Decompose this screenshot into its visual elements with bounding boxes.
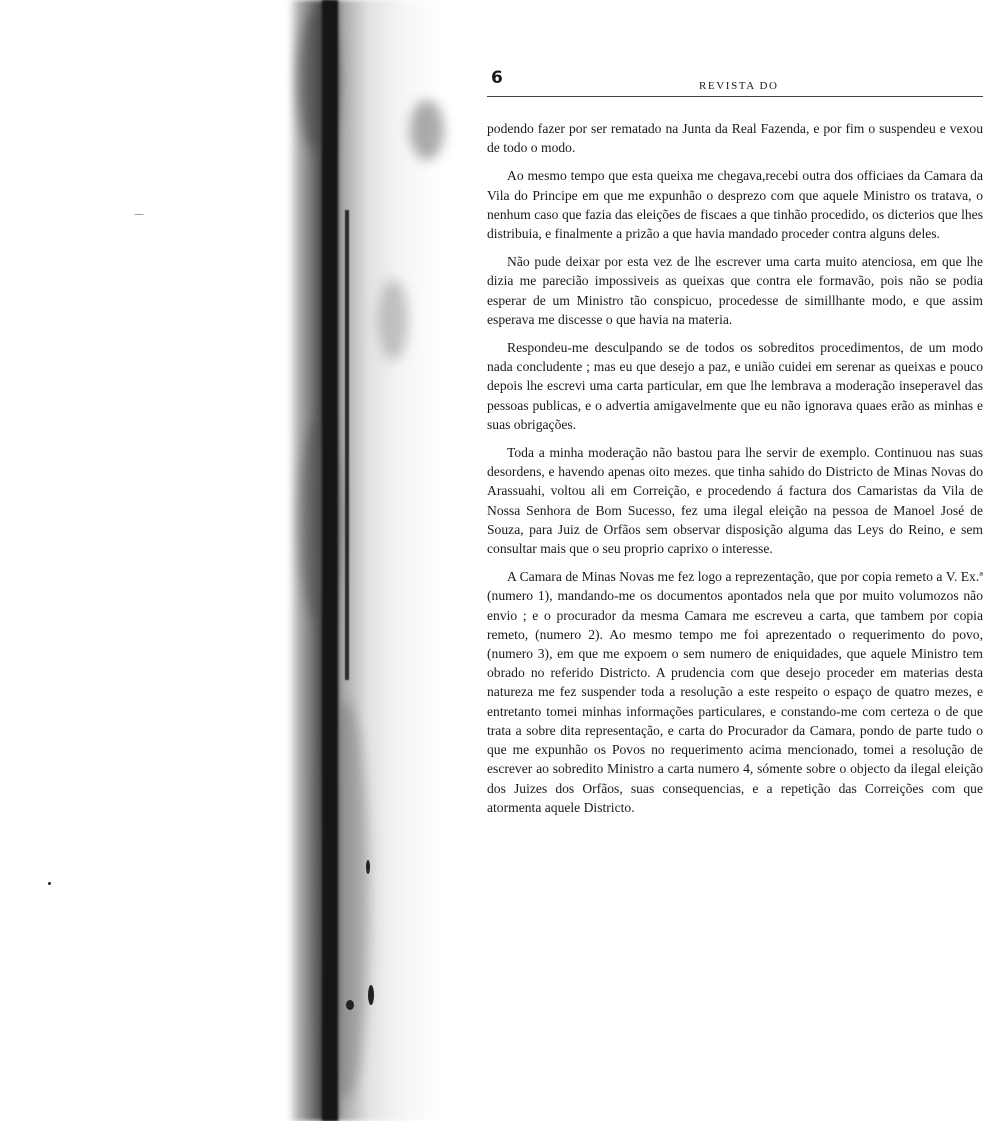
scan-binding-gutter <box>0 0 470 1121</box>
gutter-speck <box>368 985 374 1005</box>
paragraph: Respondeu-me desculpando se de todos os sobreditos procedimentos, de um modo nada concludente ; mas eu que desejo a paz, e união cuidei em serenar as queixas e pouco depois lhe escrevi uma carta particular, em que lhe lembrava a moderação inseperavel das pessoas publicas, e o advertia amigavelmente que eu não ignorava quaes erão as minhas e suas obrigações. <box>487 340 983 432</box>
paragraph: Toda a minha moderação não bastou para lhe servir de exemplo. Continuou nas suas desordens, e havendo apenas oito mezes. que tinha sahido do Districto de Minas Novas do Arassuahi, voltou ali em Correição, e procedendo á factura dos Camaristas da Vila de Nossa Senhora de Bom Sucesso, fez uma ilegal eleição na pessoa de Manoel José de Souza, para Juiz de Orfãos sem observar disposição alguma das Leys do Reino, e sem consultar mais que o seu proprio caprixo o interesse. <box>487 445 983 557</box>
gutter-speck <box>134 214 144 215</box>
gutter-inner-line <box>345 210 349 680</box>
running-head: REVISTA DO <box>699 80 779 92</box>
gutter-speck <box>346 1000 354 1010</box>
gutter-dark-line <box>322 0 338 1121</box>
page-header <box>487 68 983 97</box>
gutter-speck <box>366 860 370 874</box>
paragraph: Ao mesmo tempo que esta queixa me chegava,recebi outra dos officiaes da Camara da Vila do Principe em que me expunhão o desprezo com que aquele Ministro os tratava, o nenhum caso que fazia das eleições de fiscaes a que tinhão procedido, os dicterios que lhes distribuia, e finalmente a prizão a que havia mandado proceder contra alguns deles. <box>487 168 983 242</box>
page-number: 6 <box>491 68 505 88</box>
document-page <box>487 68 983 826</box>
paragraph: A Camara de Minas Novas me fez logo a reprezentação, que por copia remeto a V. Ex.ª (numero 1), mandando-me os documentos apontados nela que por muito volumozos não envio ; e o procurador da mesma Camara me escreveu a carta, que tambem por copia remeto, (numero 2). Ao mesmo tempo me foi aprezentado o requerimento do povo, (numero 3), em que me expoem o sem numero de eniquidades, que aquele Ministro tem obrado no referido Districto. A prudencia com que desejo proceder em materias desta natureza me fez suspender toda a resolução a este respeito o espaço de quatro mezes, e entretanto tomei minhas informações particulares, e constando-me com certeza o de que trata a sobre dita representação, e carta do Procurador da Camara, pondo de parte tudo o que me expunhão os Povos no requerimento acima mencionado, tomei a resolução de escrever ao sobredito Ministro a carta numero 4, sómente sobre o objecto da ilegal eleição dos Juizes dos Orfãos, suas consequencias, e a repetição das Correições com que atormenta aquele Districto. <box>487 569 983 815</box>
gutter-smudge <box>410 100 444 160</box>
gutter-smudge <box>378 280 408 360</box>
body-text <box>487 119 983 817</box>
gutter-speck <box>48 882 51 885</box>
paragraph: Não pude deixar por esta vez de lhe escrever uma carta muito atenciosa, em que lhe dizia me parecião impossiveis as queixas que contra ele formavão, pois não se podia esperar de um Ministro tão conspicuo, procedesse de simillhante modo, e que assim esperava me discesse o que havia na materia. <box>487 254 983 327</box>
paragraph: podendo fazer por ser rematado na Junta da Real Fazenda, e por fim o suspendeu e vexou de todo o modo. <box>487 121 983 156</box>
